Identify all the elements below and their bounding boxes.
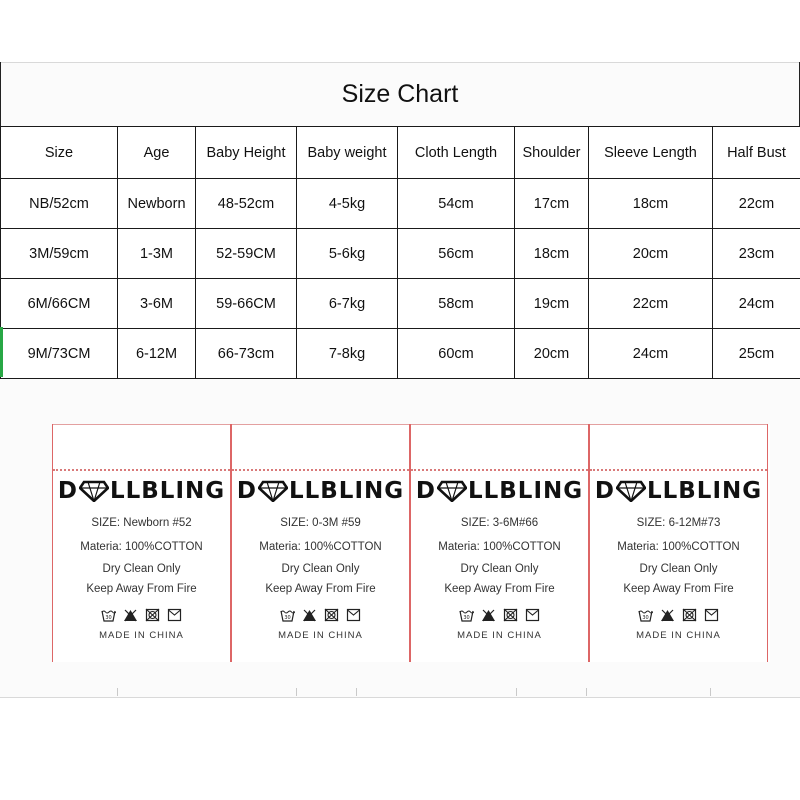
label-size: SIZE: 0-3M #59	[280, 517, 361, 529]
size-table	[0, 126, 800, 379]
care-icons	[232, 608, 409, 622]
header-cell: Shoulder	[515, 127, 589, 179]
care-icons	[590, 608, 767, 622]
table-cell: 4-5kg	[297, 179, 398, 229]
table-cell: 56cm	[398, 229, 515, 279]
table-cell: 24cm	[589, 329, 713, 379]
svg-text:30: 30	[642, 615, 649, 621]
label-made-in: MADE IN CHINA	[99, 630, 184, 641]
no-iron-icon	[167, 608, 182, 622]
perforation-line	[411, 469, 588, 471]
table-row	[1, 329, 800, 379]
table-cell: 23cm	[713, 229, 800, 279]
table-cell: 1-3M	[118, 229, 196, 279]
no-tumble-dry-icon	[503, 608, 518, 622]
brand-logo: D LLBLING	[236, 478, 405, 504]
label-material: Materia: 100%COTTON	[617, 541, 740, 553]
wash-30-icon	[459, 608, 474, 622]
table-cell: 19cm	[515, 279, 589, 329]
table-row	[1, 229, 800, 279]
label-warning: Keep Away From Fire	[86, 583, 197, 595]
label-size: SIZE: 3-6M#66	[460, 517, 539, 529]
table-cell: 18cm	[515, 229, 589, 279]
svg-text:30: 30	[463, 615, 470, 621]
table-cell: 54cm	[398, 179, 515, 229]
table-row	[1, 279, 800, 329]
label-warning: Keep Away From Fire	[623, 583, 734, 595]
table-cell: NB/52cm	[1, 179, 118, 229]
table-cell: 66-73cm	[196, 329, 297, 379]
no-iron-icon	[346, 608, 361, 622]
decorative-tick	[356, 688, 357, 696]
no-bleach-icon	[302, 608, 317, 622]
table-cell: 20cm	[515, 329, 589, 379]
label-care-text: Dry Clean Only	[281, 563, 360, 575]
no-tumble-dry-icon	[145, 608, 160, 622]
table-cell: 48-52cm	[196, 179, 297, 229]
perforation-line	[53, 469, 230, 471]
label-size: SIZE: Newborn #52	[91, 517, 192, 529]
header-cell: Baby weight	[297, 127, 398, 179]
decorative-tick	[710, 688, 711, 696]
no-iron-icon	[704, 608, 719, 622]
brand-logo: D LLBLING	[57, 478, 226, 504]
label-made-in: MADE IN CHINA	[457, 630, 542, 641]
diamond-icon	[258, 480, 288, 502]
brand-logo: D LLBLING	[594, 478, 763, 504]
table-cell: 17cm	[515, 179, 589, 229]
page-title: Size Chart	[0, 62, 800, 126]
table-cell: 5-6kg	[297, 229, 398, 279]
no-tumble-dry-icon	[682, 608, 697, 622]
label-made-in: MADE IN CHINA	[636, 630, 721, 641]
diamond-icon	[79, 480, 109, 502]
decorative-tick	[586, 688, 587, 696]
table-cell: 58cm	[398, 279, 515, 329]
label-made-in: MADE IN CHINA	[278, 630, 363, 641]
svg-text:30: 30	[105, 615, 112, 621]
label-size: SIZE: 6-12M#73	[636, 517, 721, 529]
table-cell: 7-8kg	[297, 329, 398, 379]
svg-text:30: 30	[284, 615, 291, 621]
no-bleach-icon	[481, 608, 496, 622]
header-cell: Cloth Length	[398, 127, 515, 179]
label-care-text: Dry Clean Only	[460, 563, 539, 575]
clothing-label	[52, 424, 231, 662]
clothing-label	[231, 424, 410, 662]
table-header-row	[1, 127, 800, 179]
wash-30-icon	[101, 608, 116, 622]
wash-30-icon	[280, 608, 295, 622]
table-cell: 3M/59cm	[1, 229, 118, 279]
clothing-label	[589, 424, 768, 662]
perforation-line	[232, 469, 409, 471]
table-cell: 6-7kg	[297, 279, 398, 329]
label-care-text: Dry Clean Only	[639, 563, 718, 575]
label-warning: Keep Away From Fire	[444, 583, 555, 595]
table-cell: 6-12M	[118, 329, 196, 379]
table-cell: 22cm	[713, 179, 800, 229]
care-icons	[411, 608, 588, 622]
table-cell: 3-6M	[118, 279, 196, 329]
no-iron-icon	[525, 608, 540, 622]
no-bleach-icon	[123, 608, 138, 622]
table-cell: 25cm	[713, 329, 800, 379]
perforation-line	[590, 469, 767, 471]
table-cell: 52-59CM	[196, 229, 297, 279]
header-cell: Baby Height	[196, 127, 297, 179]
clothing-labels-strip	[52, 424, 770, 662]
label-warning: Keep Away From Fire	[265, 583, 376, 595]
label-material: Materia: 100%COTTON	[80, 541, 203, 553]
table-cell: 24cm	[713, 279, 800, 329]
no-bleach-icon	[660, 608, 675, 622]
table-cell: 9M/73CM	[1, 329, 118, 379]
table-row	[1, 179, 800, 229]
care-icons	[53, 608, 230, 622]
diamond-icon	[437, 480, 467, 502]
wash-30-icon	[638, 608, 653, 622]
diamond-icon	[616, 480, 646, 502]
label-material: Materia: 100%COTTON	[438, 541, 561, 553]
header-cell: Age	[118, 127, 196, 179]
brand-logo: D LLBLING	[415, 478, 584, 504]
label-care-text: Dry Clean Only	[102, 563, 181, 575]
clothing-label	[410, 424, 589, 662]
table-cell: 6M/66CM	[1, 279, 118, 329]
header-cell: Size	[1, 127, 118, 179]
table-cell: Newborn	[118, 179, 196, 229]
table-cell: 22cm	[589, 279, 713, 329]
header-cell: Half Bust	[713, 127, 800, 179]
table-cell: 60cm	[398, 329, 515, 379]
table-cell: 18cm	[589, 179, 713, 229]
decorative-tick	[117, 688, 118, 696]
row-marker	[0, 327, 3, 377]
decorative-tick	[296, 688, 297, 696]
decorative-tick	[516, 688, 517, 696]
table-cell: 59-66CM	[196, 279, 297, 329]
header-cell: Sleeve Length	[589, 127, 713, 179]
table-cell: 20cm	[589, 229, 713, 279]
no-tumble-dry-icon	[324, 608, 339, 622]
label-material: Materia: 100%COTTON	[259, 541, 382, 553]
